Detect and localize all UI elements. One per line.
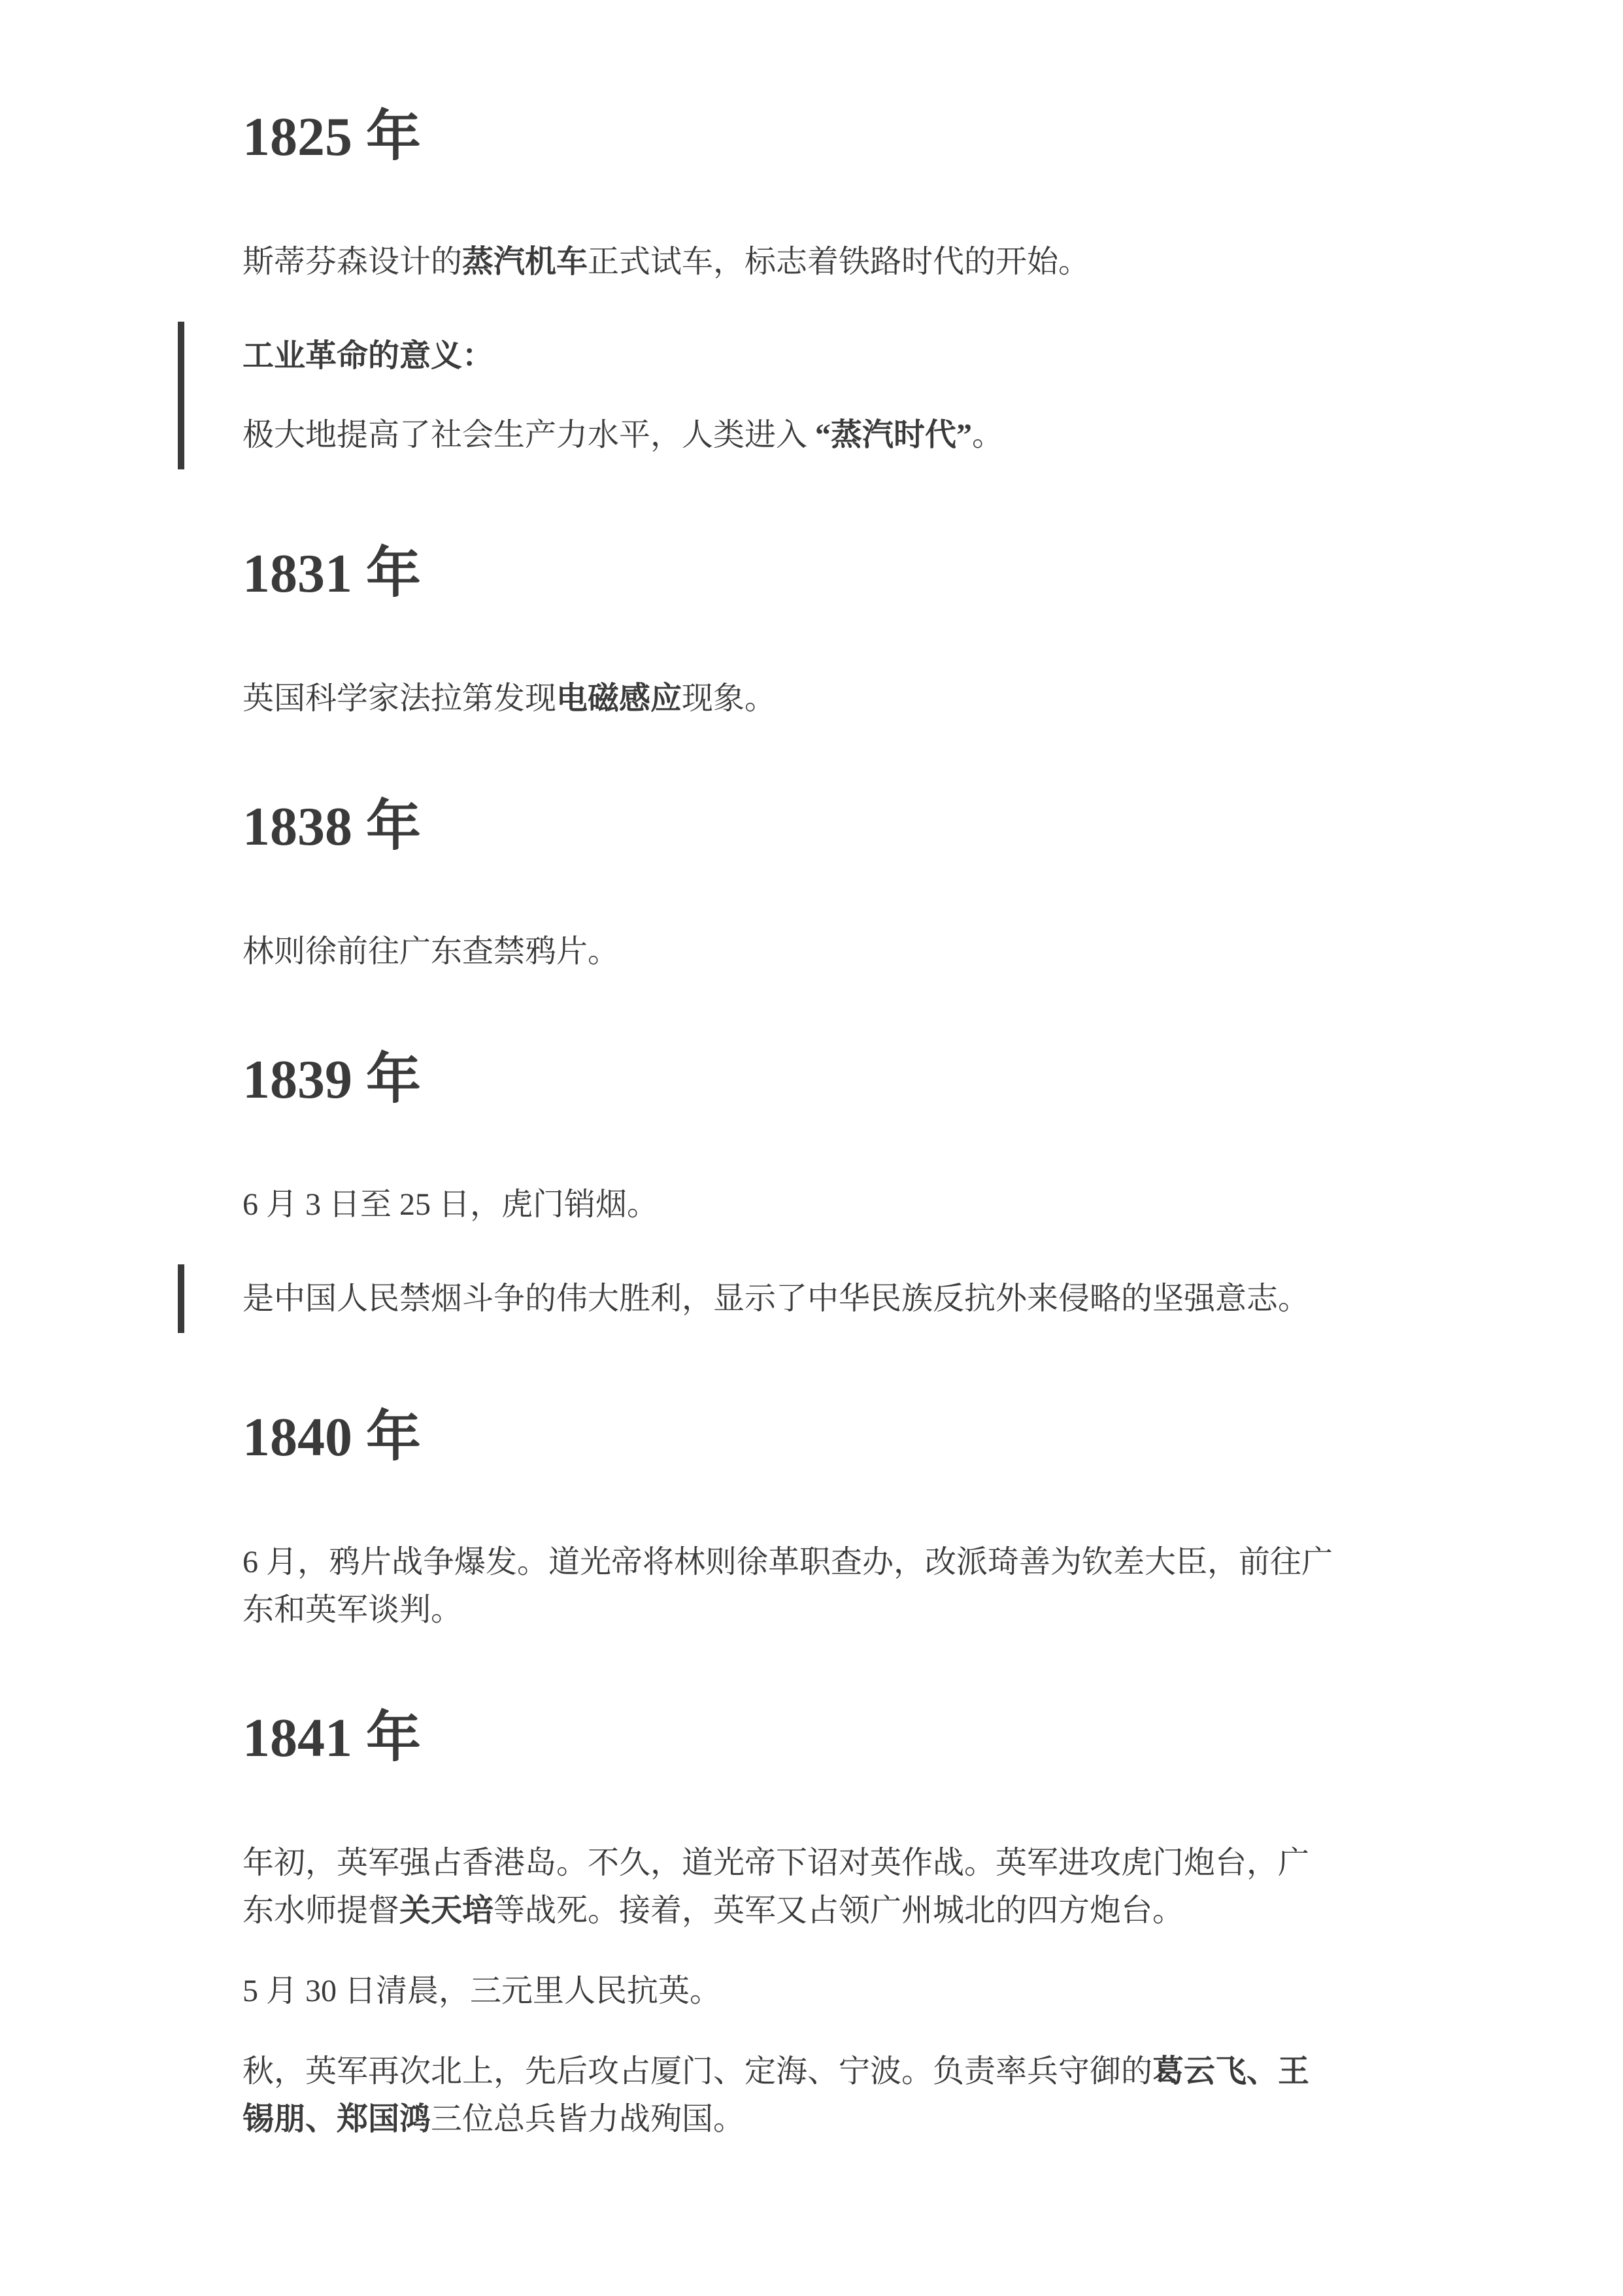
text-line — [243, 1887, 1380, 1934]
text-run: 等战死。接着，英军又占领广州城北的四方炮台。 — [494, 1893, 1184, 1928]
text-run: 秋，英军再次北上，先后攻占厦门、定海、宁波。负责率兵守御的 — [243, 2054, 1153, 2089]
year-heading-1838: 1838 年 — [243, 796, 422, 857]
paragraph — [243, 1967, 1380, 2015]
text-run: 6 月 3 日至 25 日，虎门销烟。 — [243, 1187, 659, 1222]
text-line — [243, 2048, 1380, 2095]
text-run: 。 — [972, 418, 1004, 452]
text-run: 林则徐前往广东查禁鸦片。 — [243, 934, 620, 969]
text-line — [243, 1275, 1380, 1323]
text-line — [243, 928, 1380, 975]
text-run: 5 月 30 日清晨，三元里人民抗英。 — [243, 1974, 722, 2008]
year-heading-1825: 1825 年 — [243, 107, 422, 167]
bold-text-run: 蒸汽机车 — [462, 245, 588, 279]
text-line — [243, 2095, 1380, 2143]
text-line — [243, 1181, 1380, 1228]
text-run: 东水师提督 — [243, 1893, 400, 1928]
text-run: 英国科学家法拉第发现 — [243, 681, 557, 716]
paragraph — [243, 928, 1380, 975]
quote-paragraph — [243, 411, 1380, 459]
quote-paragraph — [243, 1275, 1380, 1323]
bold-text-run: 葛云飞、王 — [1152, 2054, 1310, 2089]
section-1825 — [243, 105, 1380, 469]
text-line — [243, 411, 1380, 459]
blockquote — [178, 1264, 1380, 1333]
bold-text-run: 关天培 — [399, 1893, 494, 1928]
bold-text-run: “蒸汽时代” — [815, 418, 973, 452]
paragraph — [243, 1181, 1380, 1228]
paragraph — [243, 675, 1380, 722]
section-1841 — [243, 1706, 1380, 2143]
text-run: 极大地提高了社会生产力水平，人类进入 — [243, 418, 816, 452]
bold-text-run: 工业革命的意义： — [243, 339, 494, 373]
paragraph — [243, 1538, 1380, 1634]
text-run: 三位总兵皆力战殉国。 — [431, 2102, 745, 2136]
section-1839 — [243, 1047, 1380, 1333]
bold-text-run: 电磁感应 — [556, 681, 682, 716]
blockquote — [178, 322, 1380, 469]
section-1838 — [243, 794, 1380, 975]
text-line — [243, 238, 1380, 286]
year-heading-1839: 1839 年 — [243, 1049, 422, 1110]
text-run: 年初，英军强占香港岛。不久，道光帝下诏对英作战。英军进攻虎门炮台，广 — [243, 1846, 1310, 1880]
paragraph — [243, 1839, 1380, 1934]
text-line — [243, 1967, 1380, 2015]
text-line — [243, 332, 1380, 380]
year-heading-1841: 1841 年 — [243, 1708, 422, 1768]
text-line — [243, 1586, 1380, 1634]
paragraph — [243, 2048, 1380, 2143]
text-run: 正式试车，标志着铁路时代的开始。 — [588, 245, 1090, 279]
document-body — [243, 105, 1380, 2143]
year-heading-1831: 1831 年 — [243, 543, 422, 604]
year-heading-1840: 1840 年 — [243, 1407, 422, 1468]
text-line — [243, 1839, 1380, 1887]
quote-paragraph — [243, 332, 1380, 380]
paragraph — [243, 238, 1380, 286]
text-line — [243, 1538, 1380, 1586]
text-run: 东和英军谈判。 — [243, 1593, 463, 1627]
text-run: 6 月，鸦片战争爆发。道光帝将林则徐革职查办，改派琦善为钦差大臣，前往广 — [243, 1545, 1333, 1579]
bold-text-run: 锡朋、郑国鸿 — [243, 2102, 431, 2136]
section-1840 — [243, 1405, 1380, 1634]
text-run: 现象。 — [682, 681, 777, 716]
text-run: 是中国人民禁烟斗争的伟大胜利，显示了中华民族反抗外来侵略的坚强意志。 — [243, 1281, 1310, 1316]
text-run: 斯蒂芬森设计的 — [243, 245, 463, 279]
text-line — [243, 675, 1380, 722]
section-1831 — [243, 541, 1380, 722]
